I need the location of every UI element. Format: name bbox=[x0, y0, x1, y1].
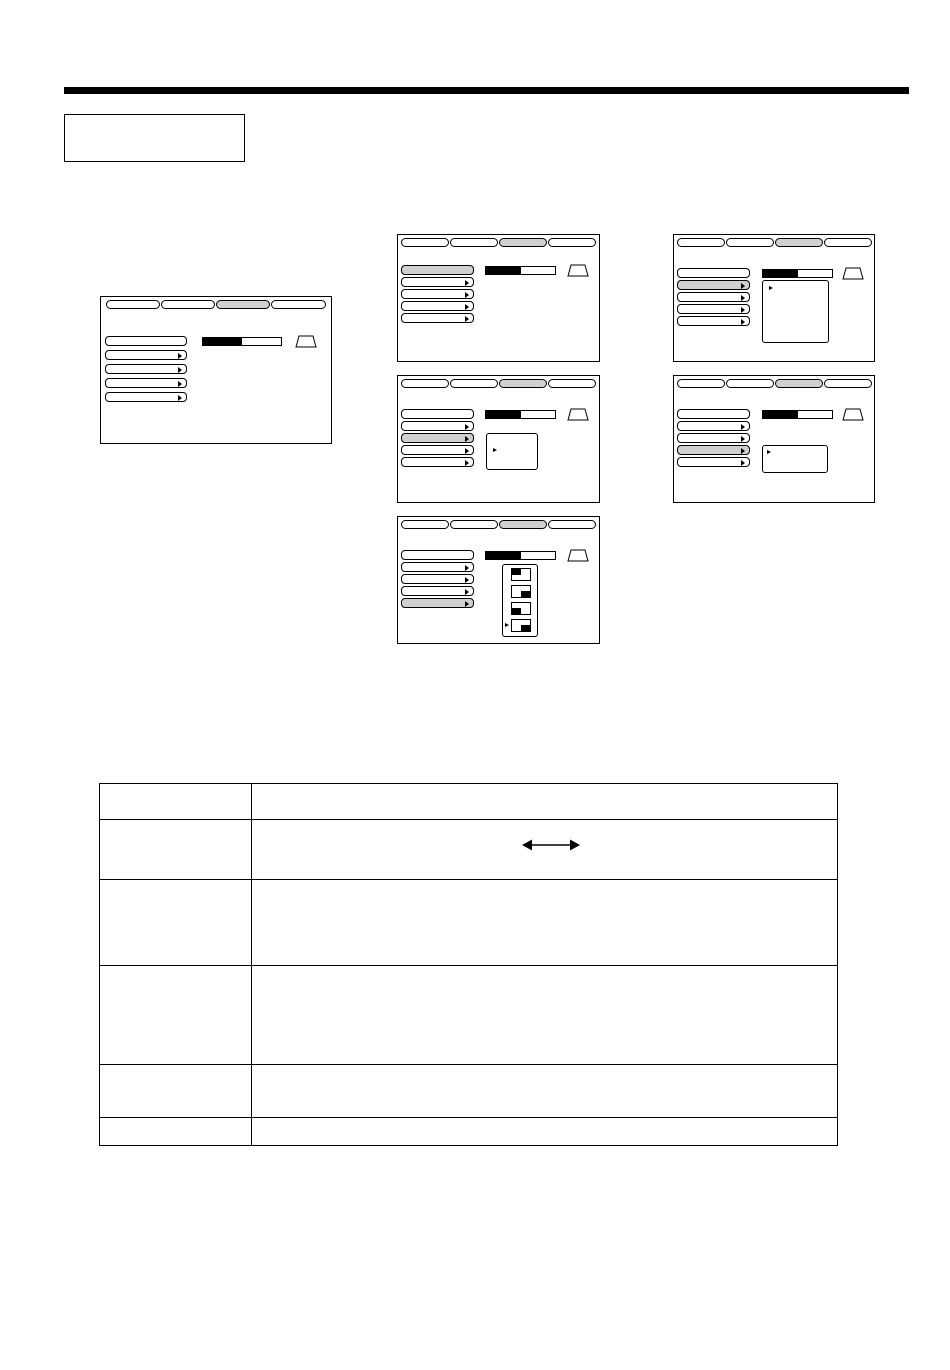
osd-screen-item-2-list bbox=[673, 234, 875, 362]
position-top-right-option[interactable] bbox=[511, 585, 531, 598]
menu-item-3[interactable] bbox=[401, 433, 474, 443]
menu-tab-4[interactable] bbox=[824, 379, 872, 388]
submenu-arrow-icon bbox=[465, 589, 469, 595]
gauge-fill bbox=[763, 411, 798, 418]
submenu-arrow-icon bbox=[465, 424, 469, 430]
keystone-icon bbox=[567, 408, 589, 421]
adjust-gauge[interactable] bbox=[485, 266, 556, 275]
menu-item-4[interactable] bbox=[401, 301, 474, 311]
menu-item-5[interactable] bbox=[401, 313, 474, 323]
gauge-fill bbox=[486, 267, 521, 274]
row-divider bbox=[100, 965, 837, 966]
adjust-gauge[interactable] bbox=[485, 410, 556, 419]
position-marker bbox=[521, 625, 530, 631]
menu-tab-3[interactable] bbox=[499, 520, 547, 529]
adjust-gauge[interactable] bbox=[762, 410, 833, 419]
selection-pointer-icon bbox=[493, 448, 497, 452]
row-divider bbox=[100, 819, 837, 820]
menu-tab-1[interactable] bbox=[677, 238, 725, 247]
menu-tab-2[interactable] bbox=[450, 379, 498, 388]
row-divider bbox=[100, 1117, 837, 1118]
menu-tab-3[interactable] bbox=[499, 379, 547, 388]
gauge-fill bbox=[203, 338, 242, 345]
submenu-arrow-icon bbox=[741, 436, 745, 442]
submenu-arrow-icon bbox=[465, 577, 469, 583]
menu-tab-3[interactable] bbox=[775, 238, 823, 247]
position-marker bbox=[512, 569, 521, 575]
option-popup[interactable] bbox=[762, 445, 828, 473]
osd-screen-item-2 bbox=[397, 375, 600, 503]
menu-item-2[interactable] bbox=[105, 350, 187, 360]
keystone-icon bbox=[842, 267, 864, 280]
osd-screen-item-4 bbox=[673, 375, 875, 503]
menu-item-4[interactable] bbox=[401, 445, 474, 455]
menu-item-2[interactable] bbox=[401, 562, 474, 572]
menu-tab-3[interactable] bbox=[216, 300, 270, 309]
menu-item-1[interactable] bbox=[105, 336, 187, 346]
header-rule bbox=[64, 87, 909, 94]
menu-item-3[interactable] bbox=[677, 292, 750, 302]
menu-item-1[interactable] bbox=[677, 409, 750, 419]
menu-item-2[interactable] bbox=[677, 280, 750, 290]
submenu-arrow-icon bbox=[178, 395, 182, 401]
menu-tab-1[interactable] bbox=[106, 300, 160, 309]
position-popup[interactable] bbox=[502, 564, 538, 637]
menu-item-2[interactable] bbox=[401, 421, 474, 431]
menu-item-5[interactable] bbox=[677, 316, 750, 326]
section-title-box bbox=[64, 114, 245, 162]
menu-tab-2[interactable] bbox=[450, 520, 498, 529]
selection-pointer-icon bbox=[767, 450, 771, 454]
adjust-gauge[interactable] bbox=[485, 551, 556, 560]
osd-screen-item-5 bbox=[397, 516, 600, 644]
keystone-icon bbox=[842, 408, 864, 421]
submenu-arrow-icon bbox=[741, 307, 745, 313]
menu-tab-4[interactable] bbox=[548, 379, 596, 388]
submenu-arrow-icon bbox=[178, 381, 182, 387]
menu-item-4[interactable] bbox=[401, 586, 474, 596]
menu-tab-1[interactable] bbox=[401, 520, 449, 529]
menu-tab-1[interactable] bbox=[401, 379, 449, 388]
menu-item-3[interactable] bbox=[401, 289, 474, 299]
submenu-arrow-icon bbox=[465, 316, 469, 322]
row-divider bbox=[100, 1064, 837, 1065]
osd-screen-main bbox=[100, 296, 332, 444]
selection-pointer-icon bbox=[505, 623, 509, 627]
menu-item-5[interactable] bbox=[105, 392, 187, 402]
menu-item-5[interactable] bbox=[677, 457, 750, 467]
menu-tab-4[interactable] bbox=[548, 520, 596, 529]
submenu-arrow-icon bbox=[465, 565, 469, 571]
gauge-fill bbox=[763, 270, 798, 277]
submenu-arrow-icon bbox=[465, 436, 469, 442]
menu-item-1[interactable] bbox=[401, 265, 474, 275]
osd-screen-item-1 bbox=[397, 234, 600, 362]
menu-tab-4[interactable] bbox=[548, 238, 596, 247]
menu-item-3[interactable] bbox=[677, 433, 750, 443]
menu-item-5[interactable] bbox=[401, 598, 474, 608]
position-marker bbox=[512, 608, 521, 614]
option-popup[interactable] bbox=[486, 433, 538, 470]
submenu-arrow-icon bbox=[741, 424, 745, 430]
menu-item-4[interactable] bbox=[677, 445, 750, 455]
submenu-arrow-icon bbox=[465, 280, 469, 286]
submenu-arrow-icon bbox=[465, 460, 469, 466]
menu-item-2[interactable] bbox=[401, 277, 474, 287]
menu-item-1[interactable] bbox=[401, 409, 474, 419]
submenu-arrow-icon bbox=[741, 283, 745, 289]
double-headed-arrow-icon bbox=[522, 838, 580, 852]
adjust-gauge[interactable] bbox=[202, 337, 282, 346]
menu-item-3[interactable] bbox=[401, 574, 474, 584]
menu-item-4[interactable] bbox=[105, 378, 187, 388]
submenu-arrow-icon bbox=[178, 353, 182, 359]
menu-tab-2[interactable] bbox=[726, 238, 774, 247]
menu-item-1[interactable] bbox=[401, 550, 474, 560]
menu-tab-3[interactable] bbox=[775, 379, 823, 388]
submenu-arrow-icon bbox=[465, 304, 469, 310]
submenu-arrow-icon bbox=[465, 601, 469, 607]
menu-tab-1[interactable] bbox=[677, 379, 725, 388]
keystone-icon bbox=[567, 549, 589, 562]
position-top-left-option[interactable] bbox=[511, 568, 531, 581]
position-marker bbox=[521, 591, 530, 597]
submenu-arrow-icon bbox=[741, 460, 745, 466]
position-bottom-right-option[interactable] bbox=[511, 619, 531, 632]
function-table bbox=[99, 783, 838, 1146]
submenu-arrow-icon bbox=[465, 292, 469, 298]
submenu-arrow-icon bbox=[465, 448, 469, 454]
menu-tab-1[interactable] bbox=[401, 238, 449, 247]
keystone-icon bbox=[567, 264, 589, 277]
menu-item-2[interactable] bbox=[677, 421, 750, 431]
keystone-icon bbox=[295, 335, 317, 348]
menu-tab-2[interactable] bbox=[161, 300, 215, 309]
menu-tab-2[interactable] bbox=[450, 238, 498, 247]
menu-item-4[interactable] bbox=[677, 304, 750, 314]
menu-tab-4[interactable] bbox=[824, 238, 872, 247]
menu-item-3[interactable] bbox=[105, 364, 187, 374]
menu-item-5[interactable] bbox=[401, 457, 474, 467]
gauge-fill bbox=[486, 411, 521, 418]
selection-pointer-icon bbox=[769, 286, 773, 290]
menu-item-1[interactable] bbox=[677, 268, 750, 278]
adjust-gauge[interactable] bbox=[762, 269, 833, 278]
submenu-arrow-icon bbox=[741, 319, 745, 325]
menu-tab-3[interactable] bbox=[499, 238, 547, 247]
gauge-fill bbox=[486, 552, 521, 559]
submenu-arrow-icon bbox=[741, 448, 745, 454]
row-divider bbox=[100, 879, 837, 880]
menu-tab-4[interactable] bbox=[271, 300, 326, 309]
option-list-popup[interactable] bbox=[762, 280, 829, 343]
menu-tab-2[interactable] bbox=[726, 379, 774, 388]
position-bottom-left-option[interactable] bbox=[511, 602, 531, 615]
submenu-arrow-icon bbox=[741, 295, 745, 301]
submenu-arrow-icon bbox=[178, 367, 182, 373]
